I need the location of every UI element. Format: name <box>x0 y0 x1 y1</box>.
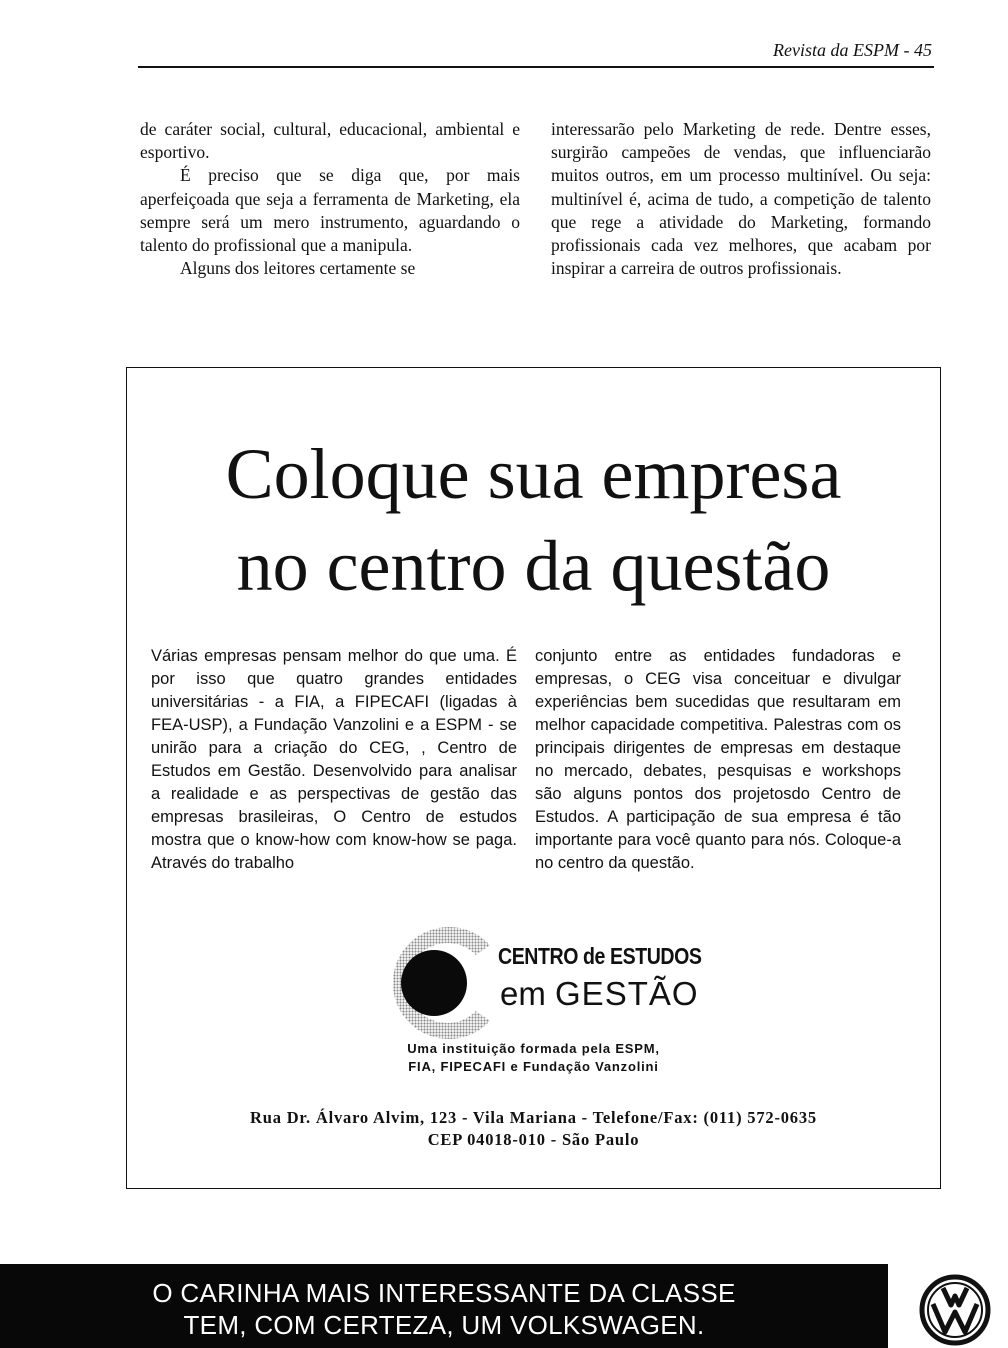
ceg-logo <box>372 923 712 1053</box>
volkswagen-banner <box>0 1264 888 1348</box>
article-column-right <box>551 118 931 280</box>
ceg-logo-line2 <box>500 975 699 1013</box>
ad-body-text: Várias empresas pensam melhor do que uma. É por isso que quatro grandes entidades universitárias - a FIA, a FIPECAFI (ligadas à FEA-USP), a Fundação Vanzolini e a ESPM - se unirão para a criação do CEG, , Centro de Estudos em Gestão. Desenvolvido para analisar a realidade e as perspectivas de gestão das empresas brasileiras, O Centro de estudos mostra que o know-how com know-how se paga. Através do trabalho <box>151 647 517 872</box>
advertisement-box <box>126 367 941 1189</box>
article-paragraph: Alguns dos leitores certamente se <box>180 258 416 279</box>
contact-address <box>127 1107 940 1151</box>
ad-headline <box>127 428 940 612</box>
ceg-logo-line1: CENTRO de ESTUDOS <box>498 943 702 969</box>
ad-headline-line2: no centro da questão <box>236 526 831 606</box>
ceg-logo-icon <box>372 923 502 1043</box>
ceg-logo-prefix: em <box>500 975 546 1012</box>
page-header: Revista da ESPM - 45 <box>773 40 932 60</box>
article-paragraph: interessarão pelo Marketing de rede. Dentre esses, surgirão campeões de vendas, que influenciarão muitos outros, em um processo multinível. Ou seja: multinível é, acima de tudo, a competição de talento que rege a atividade do Marketing, formando profissionais cada vez melhores, que acabam por inspirar a carreira de outros profissionais. <box>551 119 931 279</box>
article-paragraph: É preciso que se diga que, por mais aperfeiçoada que seja a ferramenta de Marketing, ela sempre será um mero instrumento, aguardando o talento do profissional que a manipula. <box>140 165 520 256</box>
ceg-logo-main: GESTÃO <box>555 975 699 1012</box>
institution-line1: Uma instituição formada pela ESPM, <box>407 1041 660 1056</box>
address-line2: CEP 04018-010 - São Paulo <box>427 1130 640 1149</box>
ad-body-left <box>151 645 517 875</box>
article-paragraph: de caráter social, cultural, educacional, ambiental e esportivo. <box>140 119 520 163</box>
institution-line2: FIA, FIPECAFI e Fundação Vanzolini <box>408 1059 659 1074</box>
volkswagen-logo-icon <box>916 1274 994 1346</box>
institution-note <box>127 1040 940 1076</box>
banner-line1: O CARINHA MAIS INTERESSANTE DA CLASSE <box>152 1278 736 1308</box>
ad-headline-line1: Coloque sua empresa <box>225 434 842 514</box>
ad-body-text: conjunto entre as entidades fundadoras e empresas, o CEG visa conceituar e divulgar experiências bem sucedidas que resultaram em melhor capacidade competitiva. Palestras com os principais dirigentes de empresas em destaque no mercado, debates, pesquisas e workshops são alguns pontos dos projetosdo Centro de Estudos. A participação de sua empresa é tão importante para você quanto para nós. Coloque-a no centro da questão. <box>535 647 901 872</box>
address-line1: Rua Dr. Álvaro Alvim, 123 - Vila Mariana - Telefone/Fax: (011) 572-0635 <box>250 1108 817 1127</box>
ad-body-right <box>535 645 901 875</box>
header-divider <box>138 66 934 68</box>
banner-line2: TEM, COM CERTEZA, UM VOLKSWAGEN. <box>183 1310 705 1340</box>
article-column-left <box>140 118 520 280</box>
